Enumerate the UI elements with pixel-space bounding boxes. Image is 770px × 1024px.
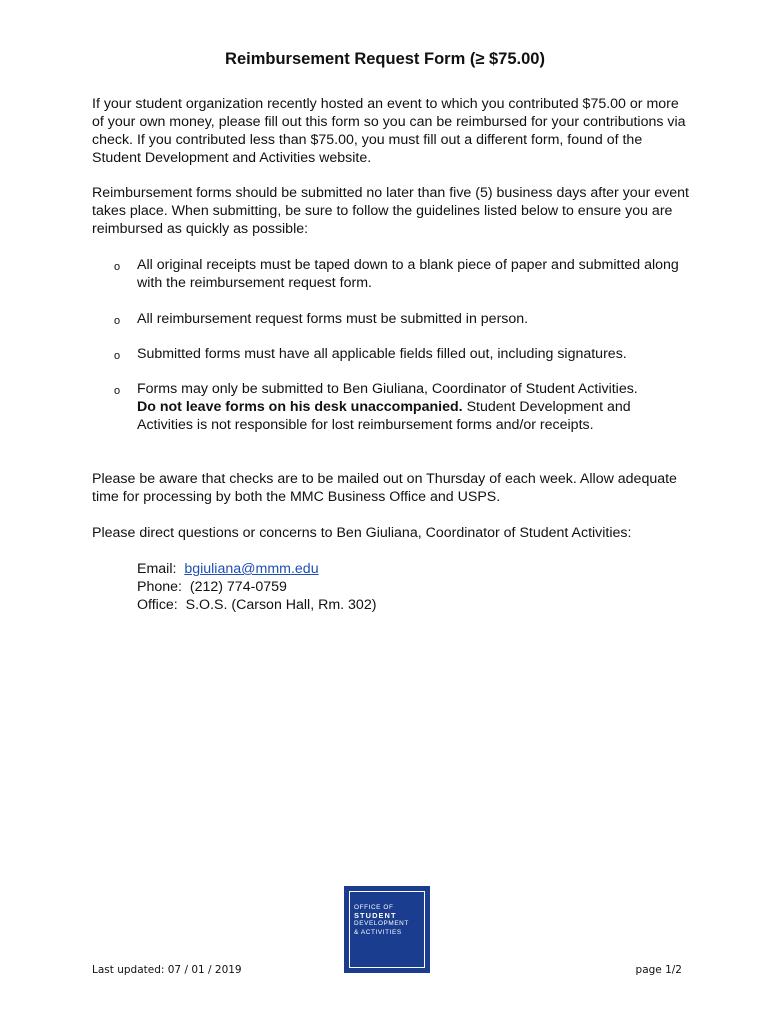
logo-line: STUDENT [354,911,397,921]
list-item-text-after: Student Development and Activities is not responsible for lost reimbursement forms and/or receipts. [137,399,631,433]
bullet-marker: o [114,385,121,397]
logo-line: & ACTIVITIES [354,928,402,936]
mailing-paragraph: Please be aware that checks are to be mailed out on Thursday of each week. Allow adequate time for processing by both the MMC Business Office and USPS. [92,471,677,505]
bullet-marker: o [114,261,121,273]
list-item-text [137,380,687,434]
logo-line: DEVELOPMENT [354,920,409,928]
page-title: Reimbursement Request Form (≥ $75.00) [225,50,545,68]
list-item-text: All original receipts must be taped down to a blank piece of paper and submitted along with the reimbursement request form. [137,257,679,291]
list-item-text-before: Forms may only be submitted to Ben Giuliana, Coordinator of Student Activities. [137,381,638,397]
phone-line [137,578,376,596]
phone-value: (212) 774-0759 [189,579,287,595]
list-item-warning: Do not leave forms on his desk unaccompanied. [137,399,463,415]
intro-paragraph: If your student organization recently hosted an event to which you contributed $75.00 or more of your own money, please fill out this form so you can be reimbursed for your contributions via check. If you contributed less than $75.00, you must fill out a different form, found of the Student Development and Activities website. [92,96,686,166]
email-label: Email: [137,561,177,577]
office-logo [344,886,430,973]
logo-text [354,904,420,937]
list-item-text: Submitted forms must have all applicable fields filled out, including signatures. [137,346,627,362]
contact-paragraph: Please direct questions or concerns to Ben Giuliana, Coordinator of Student Activities: [92,525,632,541]
bullet-marker: o [114,315,121,327]
office-value: S.O.S. (Carson Hall, Rm. 302) [185,597,377,613]
email-link[interactable]: bgiuliana@mmm.edu [184,561,319,577]
page-number: page 1/2 [635,964,682,976]
office-line [137,596,376,614]
list-item-text: All reimbursement request forms must be submitted in person. [137,311,529,327]
phone-label: Phone: [137,579,182,595]
last-updated-footer: Last updated: 07 / 01 / 2019 [92,964,242,976]
email-line [137,560,376,578]
logo-line: OFFICE OF [354,904,394,911]
contact-block [137,560,376,614]
submission-paragraph: Reimbursement forms should be submitted no later than five (5) business days after your event takes place. When submitting, be sure to follow the guidelines listed below to ensure you are reimbursed as quickly as possible: [92,185,689,237]
office-label: Office: [137,597,178,613]
bullet-marker: o [114,350,121,362]
